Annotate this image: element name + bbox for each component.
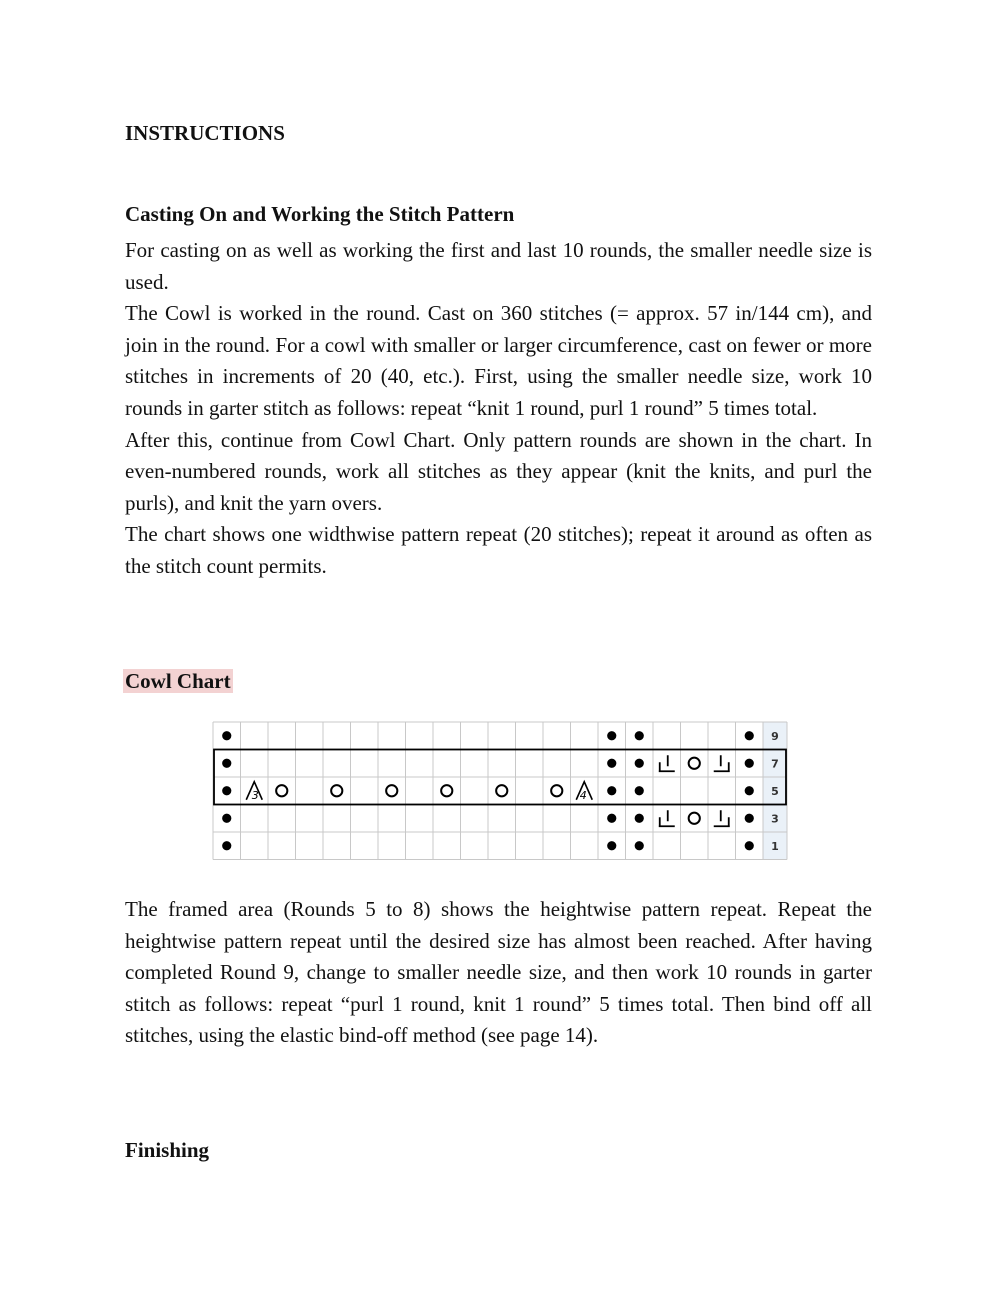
row-label: 1 (771, 839, 779, 853)
purl-dot (607, 731, 616, 740)
purl-dot (607, 841, 616, 850)
decrease-3-label: 3 (251, 788, 259, 802)
paragraph: The chart shows one widthwise pattern repeat (20 stitches); repeat it around as often as the stitch count permits. (125, 522, 872, 578)
purl-dot (745, 814, 754, 823)
purl-dot (222, 759, 231, 768)
purl-dot (635, 814, 644, 823)
purl-dot (607, 786, 616, 795)
row-label: 3 (771, 812, 779, 826)
purl-dot (635, 731, 644, 740)
row-label: 9 (771, 729, 779, 743)
row-label: 7 (771, 757, 779, 771)
purl-dot (635, 759, 644, 768)
purl-dot (745, 841, 754, 850)
purl-dot (222, 814, 231, 823)
page-title: INSTRUCTIONS (125, 121, 285, 145)
paragraph: After this, continue from Cowl Chart. Only pattern rounds are shown in the chart. In even-numbered rounds, work all stitches as they appear (knit the knits, and purl the purls), and knit the yarn overs. (125, 427, 872, 515)
purl-dot (745, 731, 754, 740)
chart-heading-row (125, 667, 872, 695)
purl-dot (222, 841, 231, 850)
purl-dot (745, 759, 754, 768)
section-heading-casting-on: Casting On and Working the Stitch Pattern (125, 202, 515, 226)
purl-dot (635, 841, 644, 850)
cowl-chart (212, 721, 790, 861)
row-label: 5 (771, 784, 779, 798)
decrease-4-label: 4 (579, 788, 587, 802)
section-heading-finishing: Finishing (125, 1138, 210, 1162)
purl-dot (607, 759, 616, 768)
purl-dot (222, 731, 231, 740)
casting-on-body (125, 235, 872, 583)
purl-dot (607, 814, 616, 823)
paragraph: The Cowl is worked in the round. Cast on 360 stitches (= approx. 57 in/144 cm), and join in the round. For a cowl with smaller or larger circumference, cast on fewer or more stitches in increments of 20 (40, etc.). First, using the smaller needle size, work 10 rounds in garter stitch as follows: repeat “knit 1 round, purl 1 round” 5 times total. (125, 301, 872, 420)
purl-dot (745, 786, 754, 795)
purl-dot (222, 786, 231, 795)
paragraph: For casting on as well as working the first and last 10 rounds, the smaller needle size is used. (125, 238, 872, 294)
purl-dot (635, 786, 644, 795)
repeat-body (125, 894, 872, 1052)
paragraph: The framed area (Rounds 5 to 8) shows the heightwise pattern repeat. Repeat the heightwise pattern repeat until the desired size has almost been reached. After having completed Round 9, change to smaller needle size, and then work 10 rounds in garter stitch as follows: repeat “purl 1 round, knit 1 round” 5 times total. Then bind off all stitches, using the elastic bind-off method (see page 14). (125, 897, 872, 1048)
cowl-chart-svg (212, 721, 790, 861)
chart-heading: Cowl Chart (125, 669, 231, 693)
